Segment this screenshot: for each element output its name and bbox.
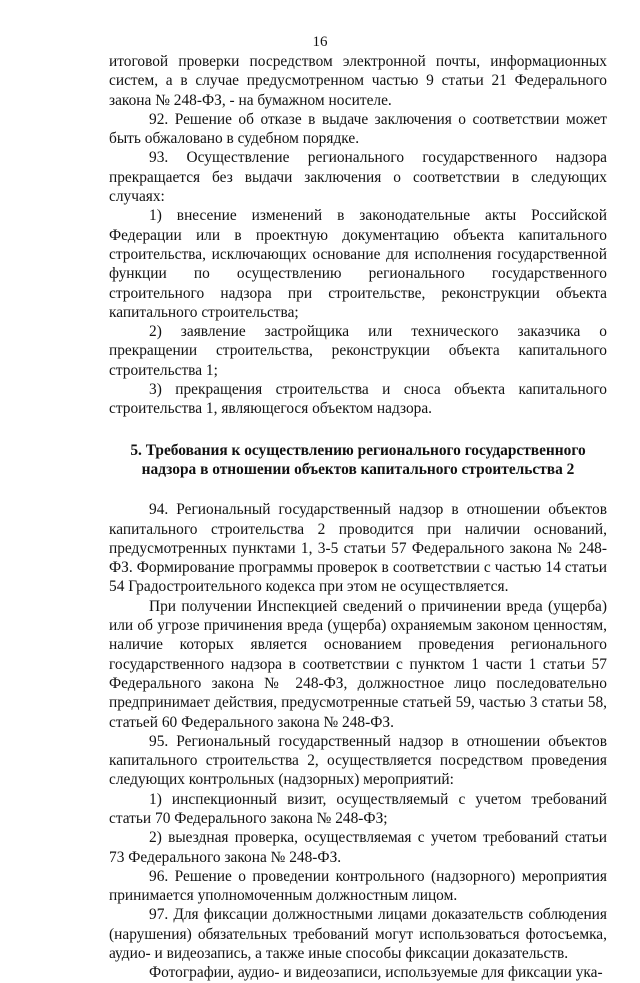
paragraph-97: 97. Для фиксации должностными лицами доказательств соблюдения (нарушения) обязательных требований могут использоваться фотосъемка, аудио- и видеозапись, а также иные способы фиксации доказательств. (109, 906, 607, 963)
paragraph-94: 94. Региональный государственный надзор в отношении объектов капитального строительства 2 проводится при наличии оснований, предусмотренных пунктами 1, 3-5 статьи 57 Федерального закона № 248-ФЗ. Формирование программы проверок в соответствии с частью 14 статьи 54 Градостроительного кодекса при этом не осуществляется. (109, 501, 607, 596)
paragraph-93-item-3: 3) прекращения строительства и сноса объекта капитального строительства 1, являющегося объектом надзора. (109, 381, 607, 418)
paragraph-96: 96. Решение о проведении контрольного (надзорного) мероприятия принимается уполномоченным должностным лицом. (109, 867, 607, 905)
paragraph-95-item-2: 2) выездная проверка, осуществляемая с учетом требований статьи 73 Федерального закона № 248-ФЗ. (109, 829, 607, 866)
paragraph-93-item-2: 2) заявление застройщика или технического заказчика о прекращении строительства, реконструкции объекта капитального строительства 1; (109, 323, 607, 379)
paragraph-93: 93. Осуществление регионального государственного надзора прекращается без выдачи заключения о соответствии в следующих случаях: (109, 149, 607, 206)
paragraph-94-harm: При получении Инспекцией сведений о причинении вреда (ущерба) или об угрозе причинения вреда (ущерба) охраняемым законом ценностям, наличие которых является основанием проведения регионального государственного надзора в соответствии с пунктом 1 части 1 статьи 57 Федерального закона № 248-ФЗ, должностное лицо последовательно предпринимает действия, предусмотренные статьей 59, частью 3 статьи 58, статьей 60 Федерального закона № 248-ФЗ. (109, 597, 607, 731)
section-heading: 5. Требования к осуществлению регионального государственного надзора в отношении объектов капитального строительства 2 (130, 441, 586, 478)
paragraph-continuation: итоговой проверки посредством электронной почты, информационных систем, а в случае предусмотренном частью 9 статьи 21 Федерального закона № 248-ФЗ, - на бумажном носителе. (109, 53, 607, 109)
document-body (109, 52, 607, 983)
paragraph-92: 92. Решение об отказе в выдаче заключения о соответствии может быть обжаловано в судебном порядке. (109, 110, 607, 148)
paragraph-93-item-1: 1) внесение изменений в законодательные акты Российской Федерации или в проектную документацию объекта капитального строительства, исключающих основание для исполнения государственной функции по осуществлению регионального государственного строительного надзора при строительстве, реконструкции объекта капитального строительства; (109, 207, 607, 321)
paragraph-97-photos: Фотографии, аудио- и видеозаписи, используемые для фиксации ука- (149, 964, 603, 982)
paragraph-95: 95. Региональный государственный надзор в отношении объектов капитального строительства 2, осуществляется посредством проведения следующих контрольных (надзорных) мероприятий: (109, 732, 607, 789)
paragraph-95-item-1: 1) инспекционный визит, осуществляемый с учетом требований статьи 70 Федерального закона № 248-ФЗ; (109, 790, 607, 827)
page-number: 16 (312, 34, 328, 50)
